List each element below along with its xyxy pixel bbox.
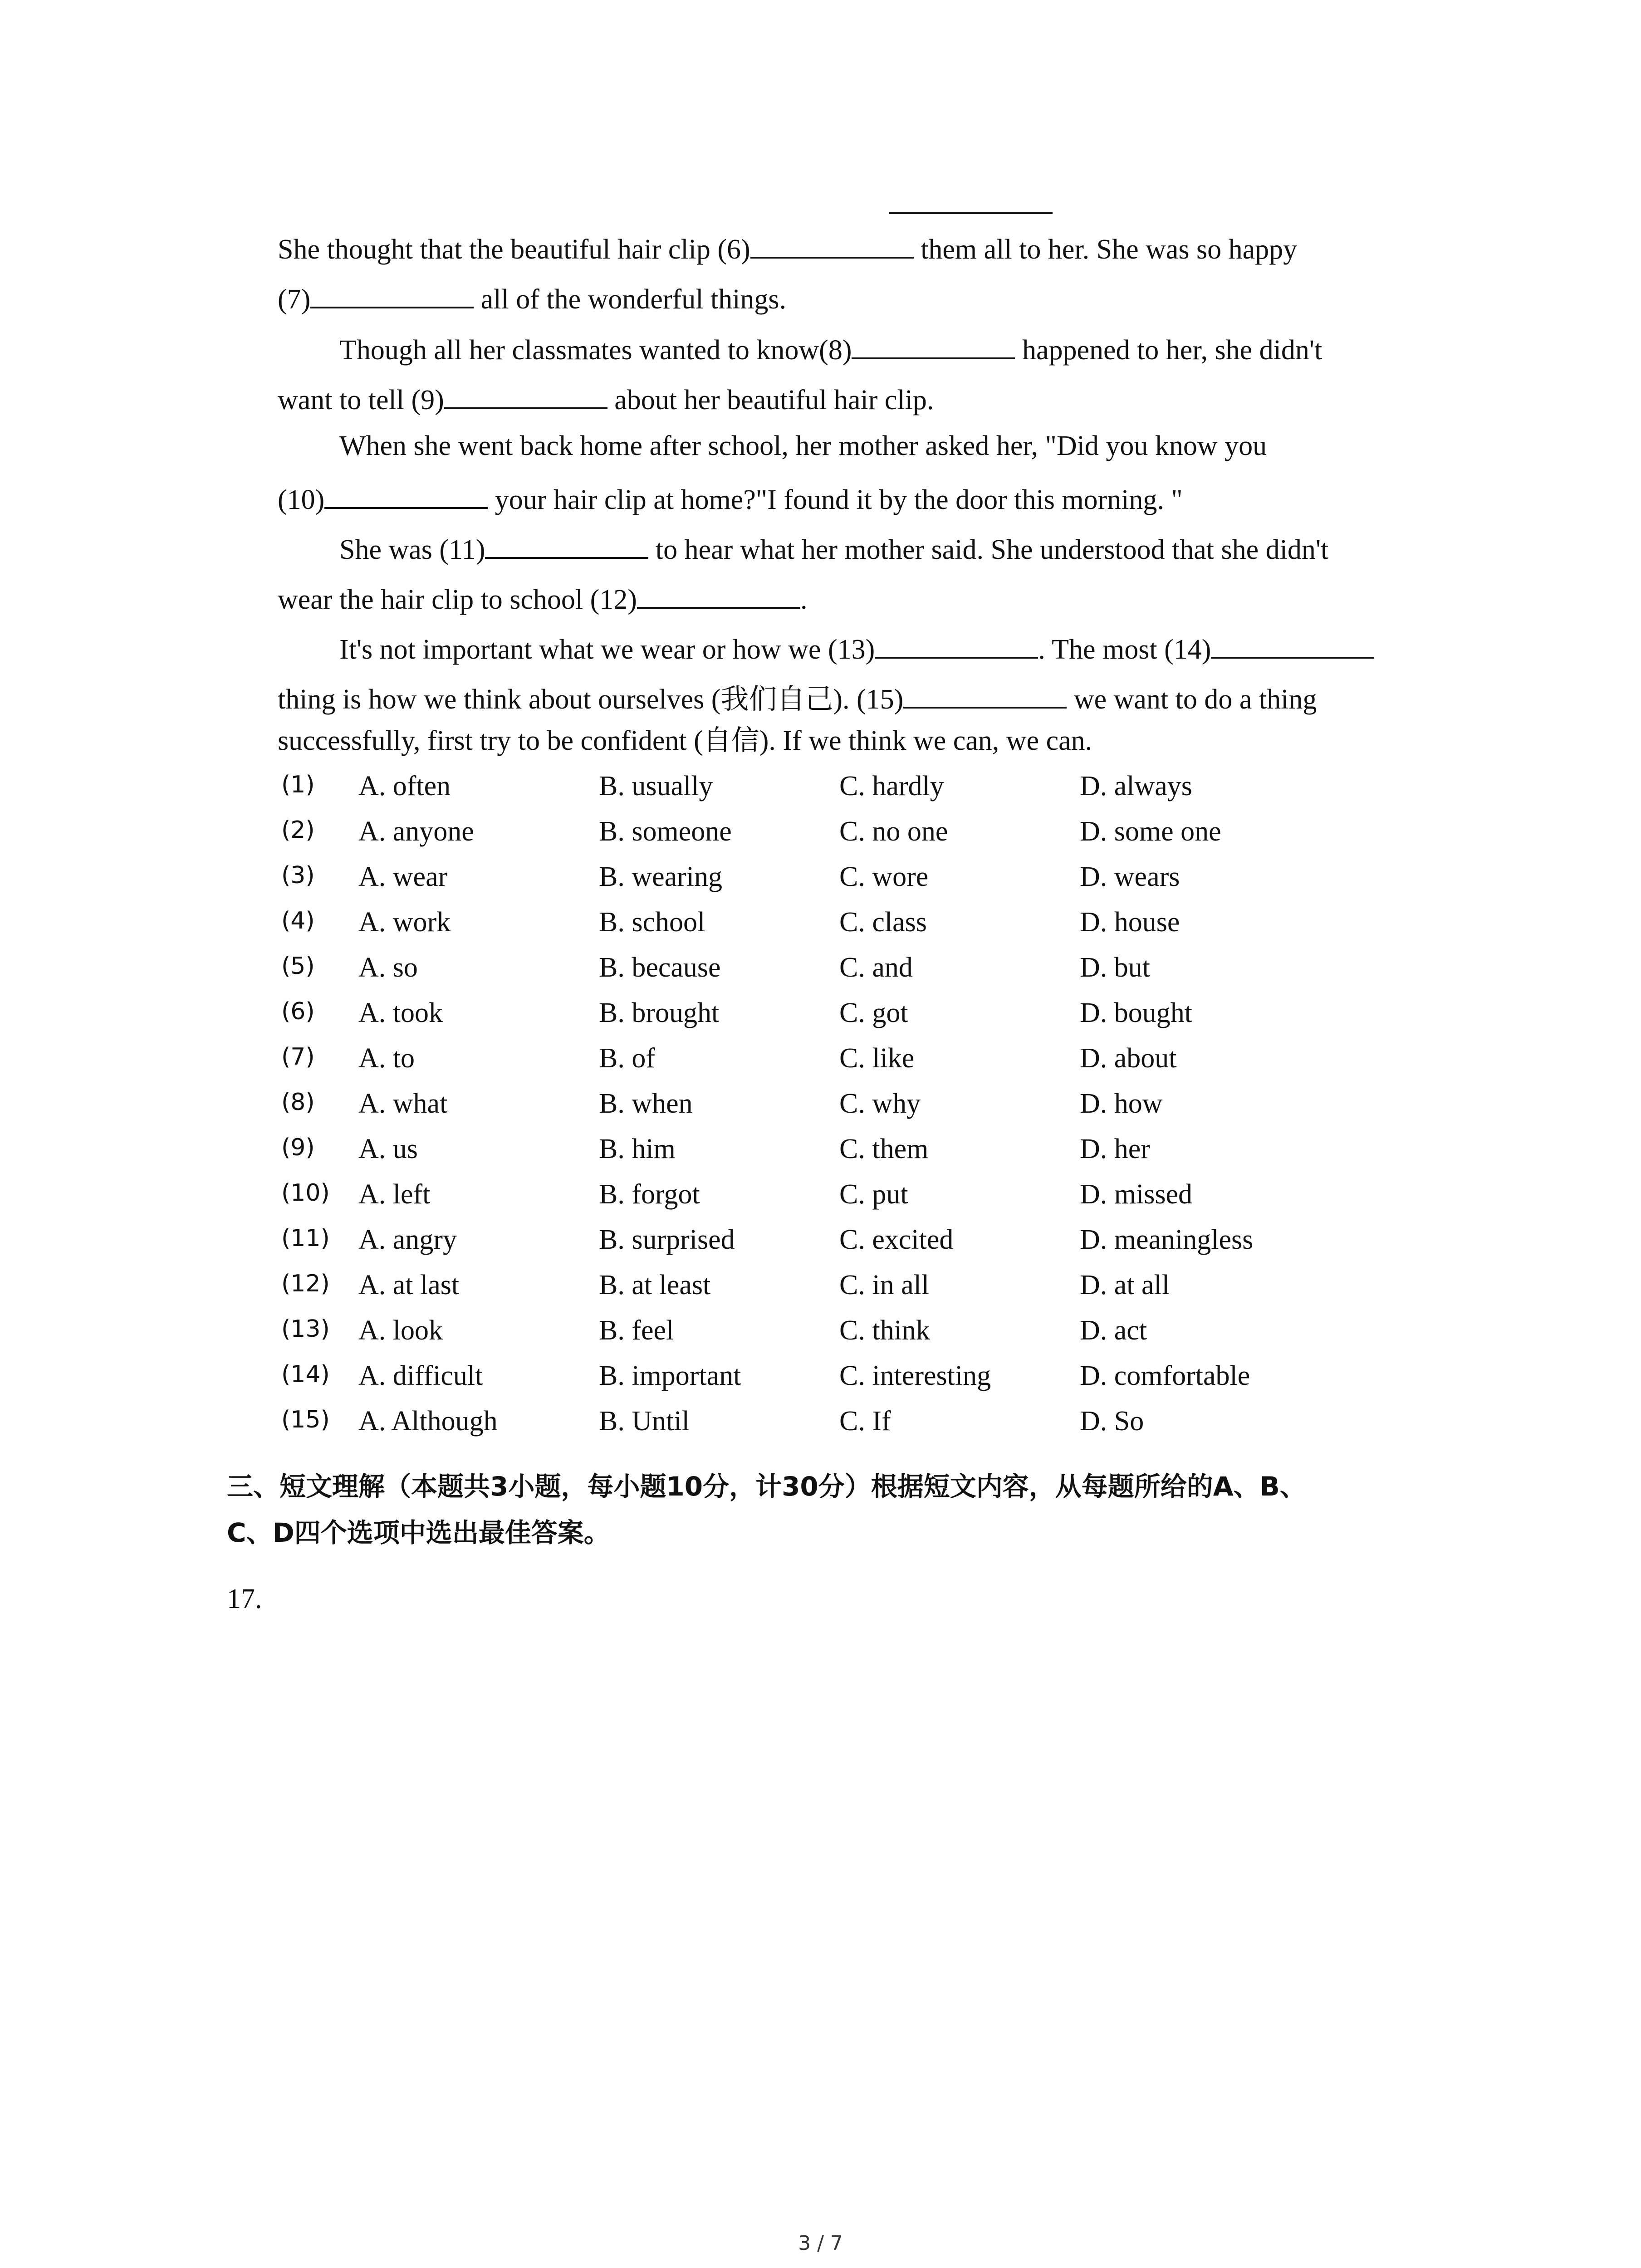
option-d: D. some one: [1080, 816, 1221, 847]
option-a: A. Although: [358, 1406, 498, 1437]
option-c: C. in all: [839, 1270, 930, 1300]
option-d: D. house: [1080, 907, 1180, 938]
option-d: D. about: [1080, 1043, 1177, 1074]
passage-line: want to tell (9) about her beautiful hair clip.: [278, 382, 934, 414]
option-a: A. angry: [358, 1224, 457, 1255]
option-b: B. brought: [599, 997, 720, 1028]
option-c: C. hardly: [839, 771, 944, 802]
passage-line: It's not important what we wear or how we (13) . The most (14): [339, 631, 1374, 664]
question-label: (4): [281, 907, 315, 934]
option-b: B. important: [599, 1360, 741, 1391]
option-c: C. class: [839, 907, 927, 938]
option-b: B. forgot: [599, 1179, 700, 1210]
option-c: C. wore: [839, 861, 929, 892]
option-b: B. someone: [599, 816, 732, 847]
answer-blank: [750, 231, 914, 259]
page-number: 3 / 7: [798, 2232, 843, 2255]
option-c: C. interesting: [839, 1360, 991, 1391]
option-b: B. feel: [599, 1315, 674, 1346]
option-d: D. but: [1080, 952, 1150, 983]
option-b: B. Until: [599, 1406, 690, 1437]
option-d: D. So: [1080, 1406, 1144, 1437]
option-b: B. surprised: [599, 1224, 735, 1255]
option-b: B. usually: [599, 771, 713, 802]
passage-line: She thought that the beautiful hair clip (6) them all to her. She was so happy: [278, 231, 1297, 264]
option-b: B. at least: [599, 1270, 711, 1300]
question-label: (14): [281, 1361, 330, 1388]
option-d: D. act: [1080, 1315, 1147, 1346]
option-a: A. us: [358, 1134, 418, 1164]
option-b: B. wearing: [599, 861, 723, 892]
option-d: D. missed: [1080, 1179, 1192, 1210]
option-c: C. think: [839, 1315, 930, 1346]
passage-line: Though all her classmates wanted to know(8) happened to her, she didn't: [339, 332, 1322, 364]
option-c: C. If: [839, 1406, 891, 1437]
answer-blank: [903, 681, 1067, 709]
question-label: (12): [281, 1270, 330, 1297]
passage-line: successfully, first try to be confident (自信). If we think we can, we can.: [278, 725, 1092, 756]
passage-line: She was (11) to hear what her mother said. She understood that she didn't: [339, 532, 1328, 564]
question-label: (13): [281, 1315, 330, 1343]
option-a: A. what: [358, 1088, 448, 1119]
question-label: (10): [281, 1179, 330, 1207]
section-heading-continued: C、D四个选项中选出最佳答案。: [227, 1517, 610, 1548]
option-d: D. how: [1080, 1088, 1163, 1119]
option-c: C. them: [839, 1134, 929, 1164]
passage-line: (10) your hair clip at home?"I found it by the door this morning. ": [278, 482, 1183, 514]
option-a: A. anyone: [358, 816, 474, 847]
option-c: C. and: [839, 952, 913, 983]
option-c: C. put: [839, 1179, 908, 1210]
answer-blank: [852, 332, 1015, 359]
passage-line: When she went back home after school, her mother asked her, "Did you know you: [339, 430, 1267, 461]
question-label: (11): [281, 1225, 330, 1252]
option-d: D. meaningless: [1080, 1224, 1254, 1255]
option-a: A. so: [358, 952, 418, 983]
question-label: (2): [281, 816, 315, 844]
question-label: (15): [281, 1406, 330, 1433]
option-b: B. because: [599, 952, 721, 983]
passage-line: wear the hair clip to school (12) .: [278, 582, 807, 614]
option-b: B. of: [599, 1043, 655, 1074]
option-d: D. at all: [1080, 1270, 1170, 1300]
option-d: D. always: [1080, 771, 1192, 802]
question-number: 17.: [227, 1584, 262, 1614]
answer-blank: [1211, 631, 1374, 659]
option-d: D. comfortable: [1080, 1360, 1250, 1391]
question-label: (9): [281, 1134, 315, 1161]
question-label: (5): [281, 953, 315, 980]
option-b: B. him: [599, 1134, 676, 1164]
option-a: A. left: [358, 1179, 431, 1210]
question-label: (3): [281, 862, 315, 889]
passage-line: thing is how we think about ourselves (我们自己). (15) we want to do a thing: [278, 681, 1317, 714]
answer-blank: [485, 532, 648, 559]
option-d: D. bought: [1080, 997, 1192, 1028]
option-c: C. got: [839, 997, 908, 1028]
option-a: A. wear: [358, 861, 448, 892]
option-c: C. no one: [839, 816, 948, 847]
answer-blank: [889, 212, 1053, 214]
option-a: A. look: [358, 1315, 443, 1346]
option-a: A. work: [358, 907, 451, 938]
option-d: D. her: [1080, 1134, 1150, 1164]
section-heading: 三、短文理解（本题共3小题，每小题10分，计30分）根据短文内容，从每题所给的A、B、: [227, 1471, 1306, 1502]
answer-blank: [310, 281, 474, 308]
option-c: C. excited: [839, 1224, 954, 1255]
option-a: A. often: [358, 771, 451, 802]
question-label: (7): [281, 1043, 315, 1070]
option-a: A. difficult: [358, 1360, 483, 1391]
option-a: A. at last: [358, 1270, 460, 1300]
option-a: A. to: [358, 1043, 415, 1074]
answer-blank: [444, 382, 607, 409]
option-c: C. like: [839, 1043, 915, 1074]
option-a: A. took: [358, 997, 443, 1028]
answer-blank: [324, 482, 488, 509]
question-label: (6): [281, 998, 315, 1025]
passage-line: (7) all of the wonderful things.: [278, 281, 786, 313]
answer-blank: [875, 631, 1038, 659]
question-label: (1): [281, 771, 315, 798]
option-c: C. why: [839, 1088, 921, 1119]
option-d: D. wears: [1080, 861, 1180, 892]
option-b: B. school: [599, 907, 705, 938]
option-b: B. when: [599, 1088, 693, 1119]
answer-blank: [637, 582, 800, 609]
question-label: (8): [281, 1089, 315, 1116]
